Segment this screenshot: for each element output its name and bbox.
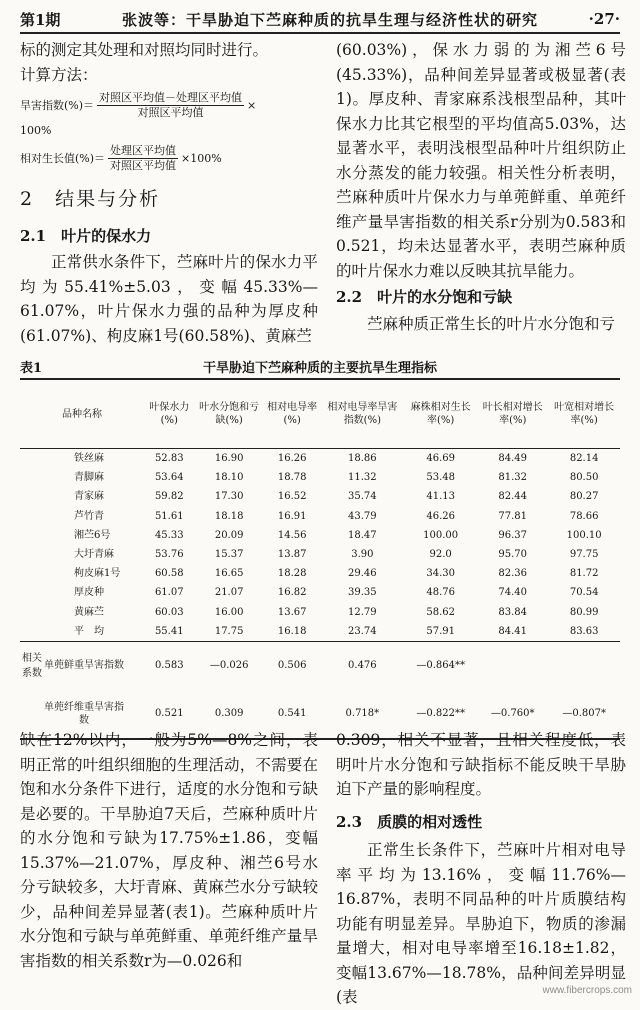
cell: 48.76 [426, 587, 455, 599]
cell: 0.309 [195, 690, 264, 739]
corr-row-name: 单蔸鲜重旱害指数 [44, 660, 124, 672]
cell: 55.41 [144, 622, 195, 642]
cell: 23.74 [321, 622, 405, 642]
column-header: 麻株相对生长率(%) [404, 379, 477, 449]
cell: 39.35 [348, 587, 377, 599]
corr-row-name: 单蔸纤维重旱害指数 [44, 701, 124, 726]
cell: 45.33 [154, 529, 184, 541]
page-number: ·27· [588, 10, 620, 28]
denominator: 对照区平均值 [137, 106, 204, 119]
table-row [20, 487, 620, 506]
table-label: 表1 [20, 361, 43, 376]
cell: 80.27 [569, 491, 599, 503]
table-row-average [20, 622, 620, 642]
numerator: 对照区平均值－处理区平均值 [99, 91, 243, 104]
table-header-row [20, 379, 620, 449]
times-sign: ×100% [181, 151, 222, 165]
cell: 46.69 [426, 453, 455, 465]
times-sign: × [247, 98, 257, 112]
cell: 12.79 [348, 606, 377, 618]
cell: 湘苎6号 [74, 529, 111, 541]
right-column-bottom [336, 728, 626, 1010]
table-title [20, 355, 620, 377]
table-row [20, 545, 620, 564]
cell: 16.82 [277, 587, 307, 599]
cell: 枸皮麻1号 [74, 568, 121, 580]
cell: —0.864** [416, 660, 465, 672]
issue-number: 第1期 [20, 10, 61, 29]
fraction [108, 144, 178, 173]
cell: 16.26 [277, 453, 307, 465]
cell: 60.58 [154, 568, 184, 580]
section-heading: 2 结果与分析 [20, 188, 161, 210]
cell: 11.32 [348, 472, 377, 484]
cell: 16.91 [277, 510, 307, 522]
cell: 52.83 [154, 453, 184, 465]
cell [477, 641, 548, 690]
correlation-label-cell [20, 641, 144, 690]
cell: —0.026 [209, 660, 249, 672]
paragraph: 正常供水条件下，苎麻叶片的保水力平均为55.41%±5.03，变幅45.33%—61.07%，叶片保水力强的品种为厚皮种(61.07%)、枸皮麻1号(60.58%)、黄麻苎 [20, 253, 318, 345]
cell: 96.37 [498, 529, 528, 541]
cell: 16.52 [277, 491, 307, 503]
cell: 厚皮种 [74, 587, 104, 599]
cell: 46.26 [426, 510, 455, 522]
cell: 青家麻 [74, 491, 104, 503]
cell: 59.82 [154, 491, 184, 503]
cell: 17.30 [214, 491, 244, 503]
cell: 18.10 [214, 472, 244, 484]
formula-drought-index [20, 91, 318, 138]
running-title: 张波等：干旱胁迫下苎麻种质的抗旱生理与经济性状的研究 [121, 10, 538, 29]
cell: 青脚麻 [74, 472, 104, 484]
cell: 13.67 [277, 606, 307, 618]
cell: 0.506 [277, 660, 307, 672]
denominator: 对照区平均值 [110, 159, 177, 172]
numerator: 处理区平均值 [110, 144, 177, 157]
text-line: 标的测定其处理和对照均同时进行。 [20, 41, 269, 59]
cell: 83.63 [548, 622, 620, 642]
cell: 35.74 [348, 491, 377, 503]
column-header: 品种名称 [20, 379, 144, 449]
cell: 18.78 [277, 472, 307, 484]
table-row [20, 468, 620, 487]
cell: 78.66 [569, 510, 599, 522]
paragraph: 缺在12%以内，一般为5%—8%之间，表明正常的叶组织细胞的生理活动，不需要在饱和水分条件下进行，适度的水分饱和亏缺是必要的。干旱胁迫7天后，苎麻种质叶片的水分饱和亏缺为17.75%±1.86，变幅15.37%—21.07%，厚皮种、湘苎6号水分亏缺较多，大圩青麻、黄麻苎水分亏缺较少，品种间差异显著(表1)。苎麻种质叶片水分饱和亏缺与单蔸鲜重、单蔸纤维产量旱害指数的相关系数r为—0.026和 [20, 731, 318, 970]
cell: 16.00 [214, 606, 244, 618]
cell: —0.822** [404, 690, 477, 739]
column-header: 叶保水力(%) [144, 379, 195, 449]
left-column-bottom [20, 728, 318, 973]
cell: 16.65 [214, 568, 244, 580]
table-row [20, 526, 620, 545]
cell: 82.44 [498, 491, 528, 503]
cell: 18.18 [214, 510, 244, 522]
cell: 83.84 [498, 606, 528, 618]
cell: 16.90 [214, 453, 244, 465]
cell: 20.09 [214, 529, 244, 541]
cell: 43.79 [348, 510, 377, 522]
cell: 34.30 [426, 568, 455, 580]
data-table [20, 378, 620, 740]
right-column-top [336, 38, 626, 336]
cell: —0.807* [548, 690, 620, 739]
cell: 51.61 [154, 510, 184, 522]
cell: 80.99 [569, 606, 599, 618]
cell: 29.46 [348, 568, 377, 580]
cell: 平 均 [20, 622, 144, 642]
cell: 95.70 [498, 549, 528, 561]
cell: 81.32 [498, 472, 528, 484]
paragraph: 正常生长条件下，苎麻叶片相对电导率平均为13.16%，变幅11.76%—16.87%，表明不同品种的叶片质膜结构功能有明显差异。旱胁迫下，物质的渗漏量增大，相对电导率增至16.18±1.82，变幅13.67%—18.78%，品种间差异明显(表 [336, 841, 626, 1006]
cell: 82.36 [498, 568, 528, 580]
paragraph: 苎麻种质正常生长的叶片水分饱和亏 [367, 314, 616, 333]
subsection-heading: 2.1 叶片的保水力 [20, 226, 152, 245]
paragraph: (60.03%)，保水力弱的为湘苎6号(45.33%)，品种间差异显著或极显著(表1)。厚皮种、青家麻系浅根型品种，其叶保水力比其它根型的平均值高5.03%，达显著水平，表明浅根型品种叶片组织防止水分蒸发的能力较强。相关性分析表明，苎麻种质叶片保水力与单蔸鲜重、单蔸纤维产量旱害指数的相关系r分别为0.583和0.521，均未达显著水平，表明苎麻种质的叶片保水力难以反映其抗旱能力。 [336, 41, 626, 280]
cell: 97.75 [569, 549, 599, 561]
cell: 21.07 [214, 587, 244, 599]
table-row [20, 564, 620, 583]
formula-lhs: 相对生长值(%)＝ [20, 151, 106, 165]
cell: 60.03 [154, 606, 184, 618]
cell: 100.00 [423, 529, 459, 541]
cell: 0.521 [144, 690, 195, 739]
cell: 铁丝麻 [74, 453, 104, 465]
cell: 82.14 [569, 453, 599, 465]
calc-label: 计算方法： [20, 65, 98, 84]
table-row [20, 449, 620, 469]
table-caption: 干旱胁迫下苎麻种质的主要抗旱生理指标 [202, 361, 437, 376]
cell [548, 641, 620, 690]
cell: 芦竹青 [74, 510, 104, 522]
formula-lhs: 旱害指数(%)＝ [20, 98, 95, 112]
left-column-top [20, 38, 318, 348]
cell: 0.583 [154, 660, 184, 672]
cell: 53.64 [154, 472, 184, 484]
cell: 0.476 [348, 660, 377, 672]
cell: 61.07 [154, 587, 184, 599]
cell: 70.54 [569, 587, 599, 599]
table-row-correlation [20, 641, 620, 690]
cell: 81.72 [569, 568, 599, 580]
paragraph: 0.309，相关不显著，且相关程度低，表明叶片水分饱和亏缺指标不能反映干旱胁迫下产量的影响程度。 [336, 731, 626, 798]
cell: 18.47 [348, 529, 377, 541]
table-row [20, 583, 620, 602]
cell: 0.718* [321, 690, 405, 739]
table-row [20, 603, 620, 622]
cell: 74.40 [498, 587, 528, 599]
fraction [97, 91, 244, 120]
cell: 84.49 [498, 453, 528, 465]
cell: 92.0 [429, 549, 452, 561]
cell: 80.50 [569, 472, 599, 484]
cell: 53.76 [154, 549, 184, 561]
cell: 0.541 [264, 690, 321, 739]
subsection-heading: 2.3 质膜的相对透性 [336, 812, 483, 831]
cell: 58.62 [426, 606, 455, 618]
column-header: 叶水分饱和亏缺(%) [195, 379, 264, 449]
cell: 17.75 [195, 622, 264, 642]
column-header: 相对电导率(%) [264, 379, 321, 449]
cell: 53.48 [426, 472, 455, 484]
cell: 18.28 [277, 568, 307, 580]
subsection-heading: 2.2 叶片的水分饱和亏缺 [336, 288, 513, 306]
cell: 3.90 [351, 549, 374, 561]
running-header [20, 6, 620, 34]
cell: 41.13 [426, 491, 455, 503]
watermark: www.fibercrops.com [542, 985, 632, 996]
formula-relative-growth [20, 144, 318, 173]
cell: 57.91 [404, 622, 477, 642]
table-row [20, 507, 620, 526]
cell: 14.56 [277, 529, 307, 541]
cell: 77.81 [498, 510, 528, 522]
cell: 13.87 [277, 549, 307, 561]
column-header: 相对电导率旱害指数(%) [321, 379, 405, 449]
cell: —0.760* [477, 690, 548, 739]
corr-group-label: 相关系数 [22, 652, 42, 679]
cell: 18.86 [348, 453, 377, 465]
column-header: 叶宽相对增长率(%) [548, 379, 620, 449]
cell: 大圩青麻 [74, 549, 114, 561]
formula-tail: 100% [20, 124, 52, 137]
column-header: 叶长相对增长率(%) [477, 379, 548, 449]
cell: 84.41 [477, 622, 548, 642]
cell: 16.18 [264, 622, 321, 642]
cell: 15.37 [214, 549, 244, 561]
cell: 黄麻苎 [74, 606, 104, 618]
cell: 100.10 [566, 529, 602, 541]
